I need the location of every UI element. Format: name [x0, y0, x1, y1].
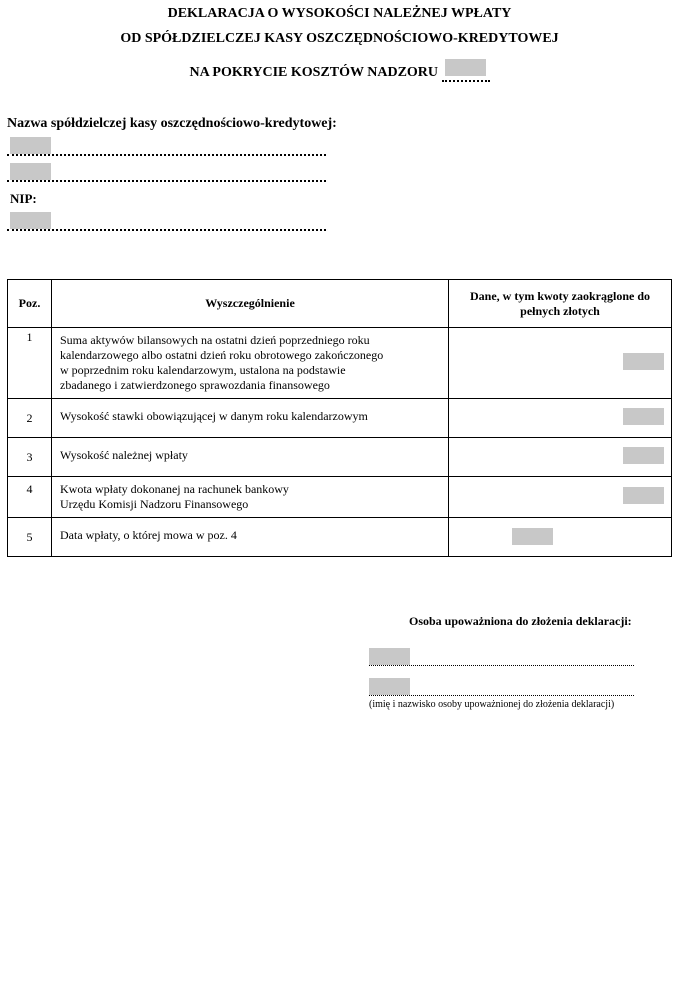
signature-name-input-1[interactable] — [369, 648, 410, 665]
kasa-name-line-1 — [7, 154, 326, 156]
title-line-3 — [0, 62, 679, 82]
nip-input[interactable] — [10, 212, 51, 229]
row-1-value-cell — [449, 328, 672, 399]
row-4-desc: Kwota wpłaty dokonanej na rachunek bankowy Urzędu Komisji Nadzoru Finansowego — [52, 477, 449, 518]
row-4-poz: 4 — [8, 477, 52, 518]
title-line-1: DEKLARACJA O WYSOKOŚCI NALEŻNEJ WPŁATY — [167, 6, 512, 21]
signature-heading: Osoba upoważniona do złożenia deklaracji: — [409, 614, 632, 628]
row-5-poz: 5 — [8, 518, 52, 557]
kasa-name-input-1[interactable] — [10, 137, 51, 154]
year-input[interactable] — [445, 59, 486, 76]
kasa-name-line-2 — [7, 180, 326, 182]
row-2-value-cell — [449, 399, 672, 438]
row-1-poz: 1 — [8, 328, 52, 399]
row-5-value-cell — [449, 518, 672, 557]
signature-name-input-2[interactable] — [369, 678, 410, 695]
kasa-name-input-2[interactable] — [10, 163, 51, 180]
row-1-desc: Suma aktywów bilansowych na ostatni dzień poprzedniego roku kalendarzowego albo ostatni dzień roku obrotowego zakończonego w poprzednim roku kalendarzowym, ustalona na podstawie zbadanego i zatwierdzonego sprawozdania finansowego — [52, 328, 449, 399]
signature-line-1 — [369, 665, 634, 666]
row-3-value-input[interactable] — [623, 447, 664, 464]
row-1-value-input[interactable] — [623, 353, 664, 370]
table-row — [8, 438, 672, 477]
table-row — [8, 518, 672, 557]
row-2-poz: 2 — [8, 399, 52, 438]
row-4-value-cell — [449, 477, 672, 518]
table-row — [8, 477, 672, 518]
row-2-value-input[interactable] — [623, 408, 664, 425]
row-5-desc: Data wpłaty, o której mowa w poz. 4 — [52, 518, 449, 557]
row-3-poz: 3 — [8, 438, 52, 477]
row-2-desc: Wysokość stawki obowiązującej w danym roku kalendarzowym — [52, 399, 449, 438]
signature-note: (imię i nazwisko osoby upoważnionej do złożenia deklaracji) — [369, 699, 615, 710]
title-line-2: OD SPÓŁDZIELCZEJ KASY OSZCZĘDNOŚCIOWO-KREDYTOWEJ — [120, 31, 559, 46]
nip-label: NIP: — [10, 191, 37, 206]
table-header-row — [8, 280, 672, 328]
table-row — [8, 328, 672, 399]
nip-line — [7, 229, 326, 231]
row-4-value-input[interactable] — [623, 487, 664, 504]
col-header-desc: Wyszczególnienie — [52, 280, 449, 328]
title-line-3-text: NA POKRYCIE KOSZTÓW NADZORU — [189, 65, 439, 80]
col-header-value: Dane, w tym kwoty zaokrąglone do pełnych złotych — [449, 280, 672, 328]
row-3-value-cell — [449, 438, 672, 477]
kasa-name-label: Nazwa spółdzielczej kasy oszczędnościowo-kredytowej: — [7, 116, 337, 131]
year-field-line — [442, 62, 490, 82]
declaration-table — [7, 279, 672, 557]
table-row — [8, 399, 672, 438]
signature-line-2 — [369, 695, 634, 696]
col-header-poz: Poz. — [8, 280, 52, 328]
row-3-desc: Wysokość należnej wpłaty — [52, 438, 449, 477]
row-5-value-input[interactable] — [512, 528, 553, 545]
